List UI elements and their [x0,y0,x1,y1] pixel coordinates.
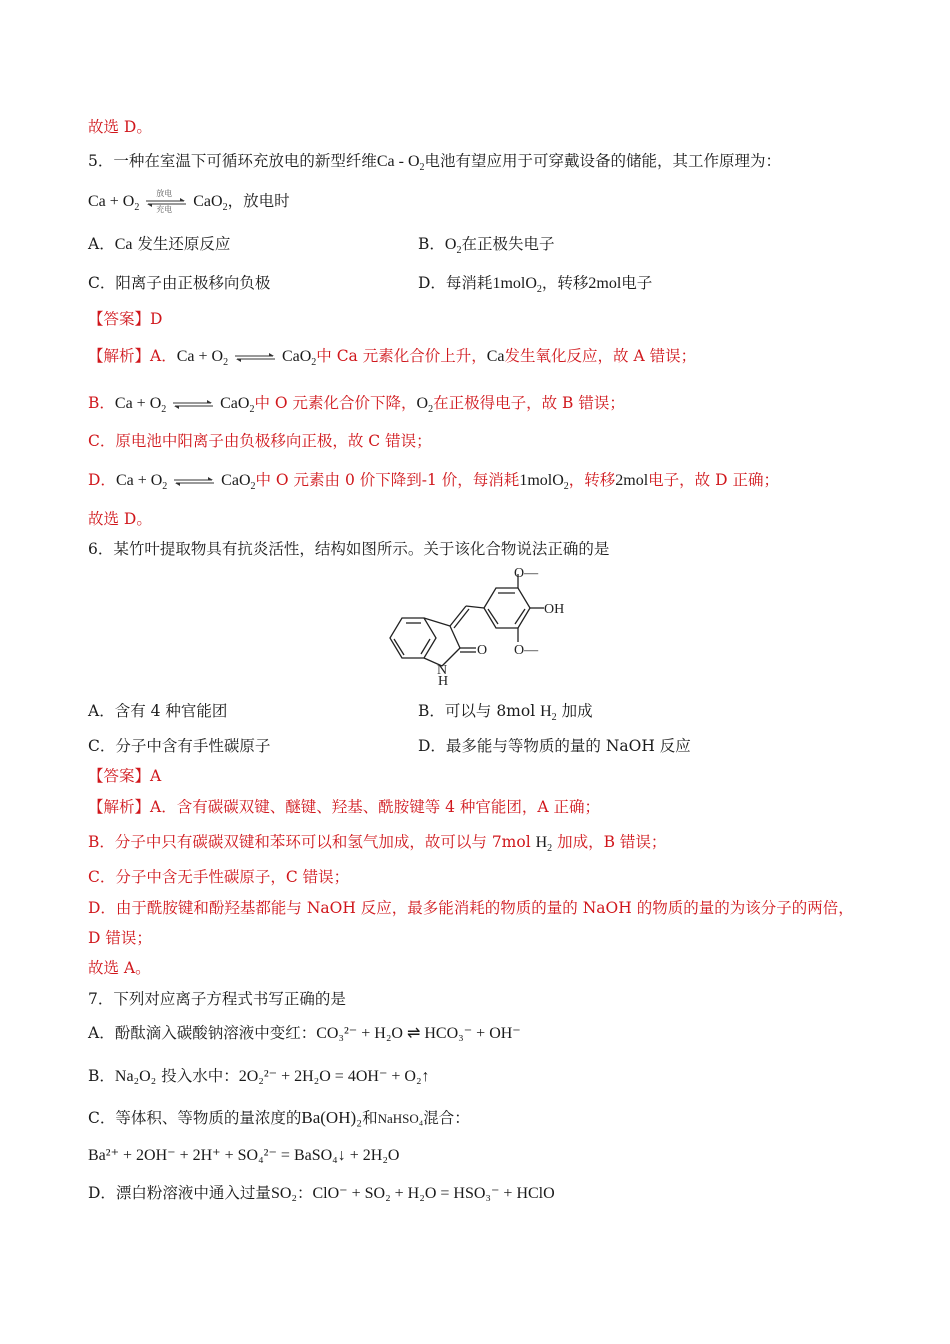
q7-option-c-equation: Ba²⁺ + 2OH⁻ + 2H⁺ + SO₄²⁻ = BaSO₄↓ + 2H₂O [88,1147,400,1164]
q6-stem: 6．某竹叶提取物具有抗炎活性，结构如图所示。关于该化合物说法正确的是 [88,540,610,558]
q7-option-b-equation: 2O₂²⁻ + 2H₂O = 4OH⁻ + O₂↑ [238,1068,430,1085]
label-h: H [438,674,449,686]
q6-option-a: A．含有 4 种官能团 [88,702,228,720]
q7-option-a: A．酚酞滴入碳酸钠溶液中变红：CO₃²⁻ + H₂O ⇌ HCO₃⁻ + OH⁻ [88,1024,521,1042]
q6-option-b: B．可以与 8mol $H_2$ 加成 [418,702,593,724]
molecule-structure [384,566,574,686]
label-n: N [437,663,448,678]
reversible-arrow-icon [171,393,215,415]
q5-stem-b: 电池有望应用于可穿戴设备的储能，其工作原理为： [424,152,782,170]
q5-option-a: A．Ca 发生还原反应 [88,235,231,253]
q6-option-d: D．最多能与等物质的量的 NaOH 反应 [418,737,691,755]
label-oh: OH [544,602,565,617]
q5-conclusion: 故选 D。 [88,510,152,528]
q5-option-d: D．每消耗1molO$_2$，转移2mol电子 [418,274,653,296]
q7-option-b: B．Na₂O₂ 投入水中：2O₂²⁻ + 2H₂O = 4OH⁻ + O₂↑ [88,1067,430,1085]
q6-explain-d: D．由于酰胺键和酚羟基都能与 NaOH 反应，最多能消耗的物质的量的 NaOH 的物质的量的为该分子的两倍，D 错误； [88,899,854,947]
reaction-left: $Ca + O_2$ [88,193,140,214]
q7-option-c: C．等体积、等物质的量浓度的Ba(OH)₂和NaHSO₄混合： [88,1108,470,1127]
q5-explain-d: D．$Ca + O_2$ CaO$_2$中 O 元素由 0 价下降到-1 价，每消耗1molO$_2$，转移2mol电子，故 D 正确； [88,471,779,493]
q5-explain-a: 【解析】A．$Ca + O_2$ CaO$_2$中 Ca 元素化合价上升，Ca发生氧化反应，故 A 错误； [88,347,697,369]
q5-option-b: B．$O_2$在正极失电子 [418,235,555,257]
reversible-arrow-icon [144,191,188,213]
q5-explain-b: B．$Ca + O_2$ CaO$_2$中 O 元素化合价下降，$O_2$在正极得电子，故 B 错误； [88,394,625,416]
prev-conclusion: 故选 D。 [88,118,152,136]
q5-stem [88,150,781,173]
q7-option-d: D．漂白粉溶液中通入过量SO₂：ClO⁻ + SO₂ + H₂O = HSO₃⁻ + HClO [88,1184,555,1202]
reaction-right: CaO$_2$ [193,193,228,214]
arrow-bottom-label: 充电 [156,205,173,214]
q7-stem: 7．下列对应离子方程式书写正确的是 [88,990,346,1008]
q5-stem-a: 5．一种在室温下可循环充放电的新型纤维 [88,152,377,170]
q5-explain-c: C．原电池中阳离子由负极移向正极，故 C 错误； [88,432,432,450]
label-ome-top: O— [514,566,539,581]
arrow-top-label: 放电 [156,189,173,198]
q7-option-d-equation: ClO⁻ + SO₂ + H₂O = HSO₃⁻ + HClO [312,1185,555,1202]
q6-option-c: C．分子中含有手性碳原子 [88,737,271,755]
q6-explain-c: C．分子中含无手性碳原子，C 错误； [88,868,350,886]
reversible-arrow-icon [172,470,216,492]
q5-reaction [88,190,290,213]
q5-stem-formula: Ca - $O_2$ [376,153,425,174]
q6-answer: 【答案】A [88,767,162,785]
q6-explain-b: B．分子中只有碳碳双键和苯环可以和氢气加成，故可以与 7mol $H_2$ 加成，B 错误； [88,833,667,855]
q5-answer: 【答案】D [88,310,163,328]
q5-option-c: C．阳离子由正极移向负极 [88,274,271,292]
reversible-arrow-icon [233,346,277,368]
q7-option-a-equation: CO₃²⁻ + H₂O ⇌ HCO₃⁻ + OH⁻ [316,1025,521,1042]
label-ome-bottom: O— [514,643,539,658]
q6-conclusion: 故选 A。 [88,959,151,977]
q5-stem-tail: ，放电时 [227,192,290,210]
label-carbonyl-o: O [477,643,488,658]
q6-explain-a: 【解析】A．含有碳碳双键、醚键、羟基、酰胺键等 4 种官能团，A 正确； [88,798,601,816]
